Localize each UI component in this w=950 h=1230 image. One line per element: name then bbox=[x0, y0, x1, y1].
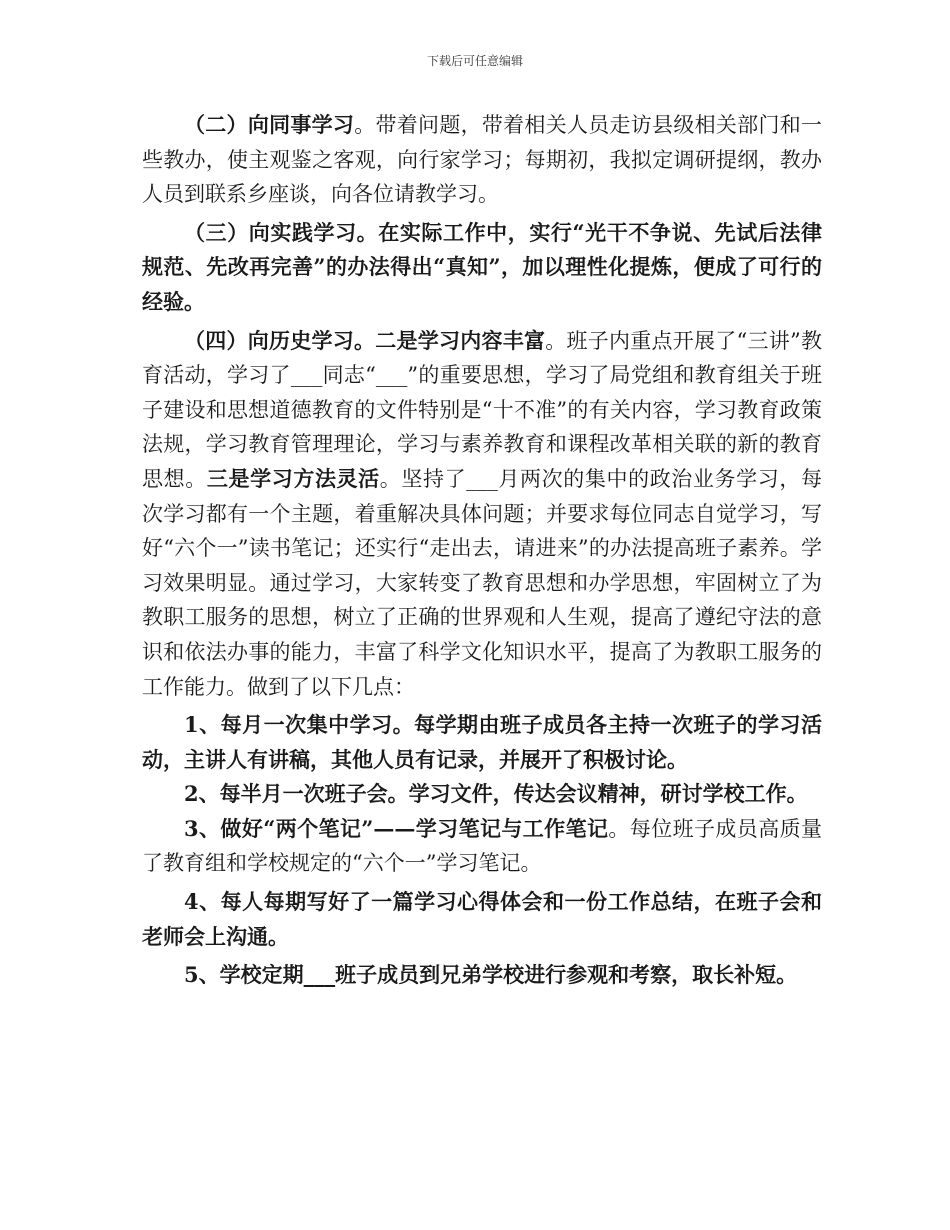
paragraph-learn-from-history bbox=[142, 324, 822, 705]
list-item-two-notes bbox=[142, 812, 822, 881]
paragraph-heading: （三）向实践学习。在实际工作中，实行“光干不争说、先试后法律规范、先改再完善”的办法得出“真知”，加以理性化提炼，便成了可行的经验。 bbox=[142, 219, 822, 314]
document-body bbox=[142, 108, 822, 993]
list-item-school-visits bbox=[142, 958, 822, 993]
list-item-text: 。每位班子成员高质量了教育组和学校规定的“六个一”学习笔记。 bbox=[142, 816, 822, 876]
list-item-summary bbox=[142, 885, 822, 954]
paragraph-learn-from-practice bbox=[142, 216, 822, 320]
list-item-heading: 4、每人每期写好了一篇学习心得体会和一份工作总结，在班子会和老师会上沟通。 bbox=[142, 889, 822, 949]
paragraph-text: 。带着问题，带着相关人员走访县级相关部门和一些教办，使主观鉴之客观，向行家学习；每期初，我拟定调研提纲，教办人员到联系乡座谈，向各位请教学习。 bbox=[142, 113, 823, 207]
page-header: 下载后可任意编辑 bbox=[426, 54, 523, 68]
list-item-biweekly-meeting bbox=[142, 777, 822, 812]
paragraph-text: 。班子内重点开展了“三讲”教育活动，学习了___同志“___”的重要思想，学习了局党组和教育组关于班子建设和思想道德教育的文件特别是“十不准”的有关内容，学习教育政策法规，学习教育管理理论，学习与素养教育和课程改革相关联的新的教育思想。 bbox=[142, 328, 822, 491]
list-item-heading: 1、每月一次集中学习。每学期由班子成员各主持一次班子的学习活动，主讲人有讲稿，其他人员有记录，并展开了积极讨论。 bbox=[142, 712, 822, 772]
paragraph-heading: （二）向同事学习 bbox=[184, 112, 355, 137]
list-item-heading: 3、做好“两个笔记”——学习笔记与工作笔记 bbox=[184, 815, 609, 841]
paragraph-heading: （四）向历史学习。二是学习内容丰富 bbox=[184, 327, 546, 353]
paragraph-text-continued: 。坚持了___月两次的集中的政治业务学习，每次学习都有一个主题，着重解决具体问题；并要求每位同志自觉学习，写好“六个一”读书笔记；还实行“走出去，请进来”的办法提高班子素养。学习效果明显。通过学习，大家转变了教育思想和办学思想，牢固树立了为教职工服务的思想，树立了正确的世界观和人生观，提高了遵纪守法的意识和依法办事的能力，丰富了科学文化知识水平，提高了为教职工服务的工作能力。做到了以下几点： bbox=[142, 466, 823, 699]
paragraph-learn-from-colleagues bbox=[142, 108, 822, 212]
list-item-heading: 2、每半月一次班子会。学习文件，传达会议精神，研讨学校工作。 bbox=[184, 781, 808, 807]
paragraph-subheading: 三是学习方法灵活 bbox=[206, 465, 380, 491]
list-item-heading: 5、学校定期___班子成员到兄弟学校进行参观和考察，取长补短。 bbox=[184, 962, 798, 988]
list-item-monthly-study bbox=[142, 708, 822, 777]
